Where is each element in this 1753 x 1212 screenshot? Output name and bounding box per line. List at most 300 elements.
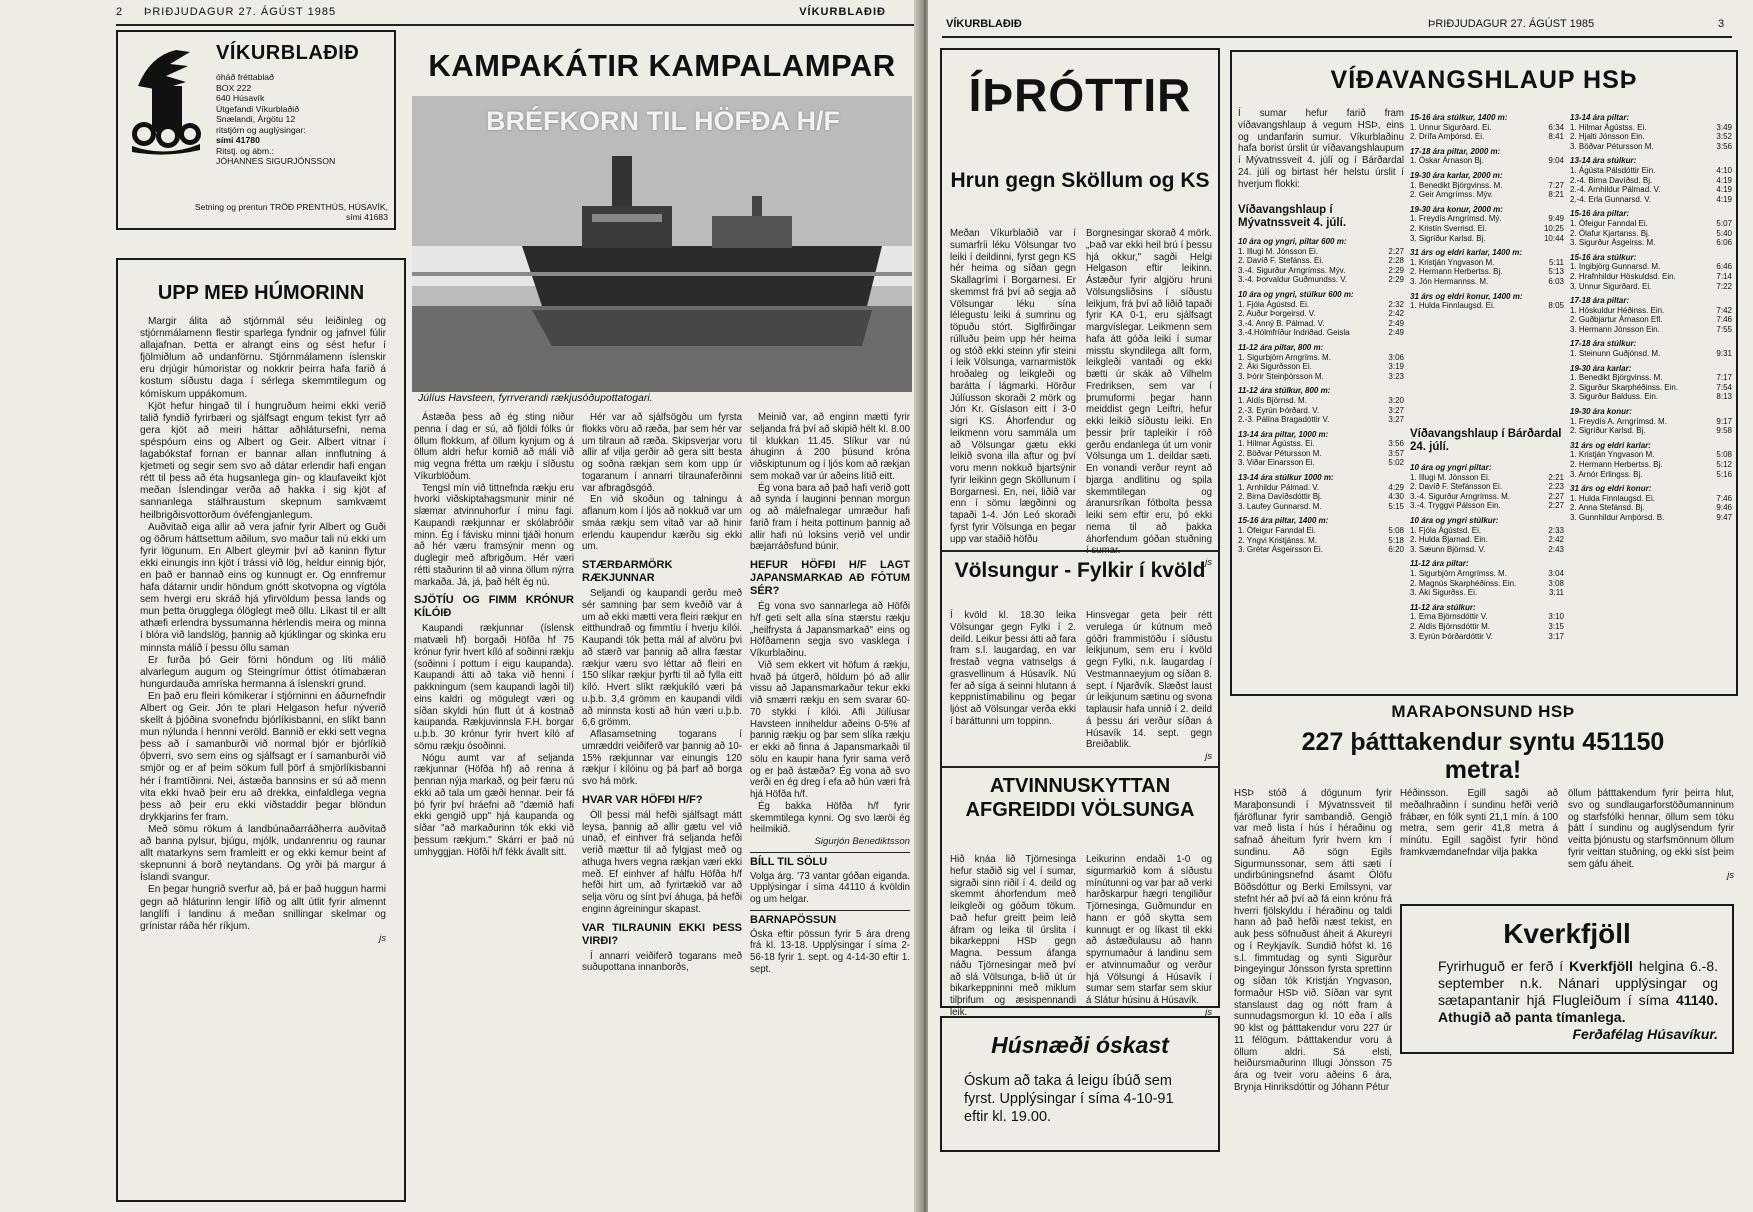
result-name: 1. Fjóla Ágústsd. Ei. bbox=[1238, 299, 1310, 309]
result-name: 3. Unnur Sigurðard. Ei. bbox=[1570, 281, 1652, 291]
volsungur-column-1: Í kvöld kl. 18.30 leika Völsungar gegn Fylki í 2. deild. Leikur þessi átti að fara fram s.l. laugardag, en var frestað vegna vatnselgs á grasvellinum á Húsavík. Nú fer að síga á seinni hlutann á keppnistímabilinu og þegar ljóst að Völsungar verða ekki í baráttunni um toppinn. bbox=[950, 610, 1077, 727]
masthead-line: 640 Húsavík bbox=[216, 93, 265, 103]
result-category: 15-16 ára piltar: bbox=[1570, 209, 1630, 219]
masthead-line: óháð fréttablað bbox=[216, 72, 274, 82]
masthead-info bbox=[216, 72, 392, 167]
header-rule bbox=[942, 36, 1732, 38]
result-name: 2. Hjalti Jónsson Ein. bbox=[1570, 132, 1645, 142]
results-column-bardardal bbox=[1410, 458, 1564, 692]
result-time: 3:15 bbox=[1548, 621, 1564, 631]
result-name: 1. Arnhildur Pálmad. V. bbox=[1238, 482, 1320, 492]
result-row bbox=[1410, 632, 1564, 642]
result-name: 2.-3. Pálína Bragadóttir V. bbox=[1238, 415, 1330, 425]
marathon-text: öllum þátttakendum fyrir þeirra hlut, svo og sundlaugarforstöðumanninum og starfsfólki hennar, öllum sem tóku þátt í sundinu og auglýsendum fyrir veitta þjónustu og starfsmönnum öllum fyrir veittan stuðning, og ekki síst þeim sem gáfu áheit. bbox=[1568, 788, 1734, 870]
result-name: 1. Höskuldur Héðinss. Ein. bbox=[1570, 305, 1665, 315]
result-time: 9:46 bbox=[1716, 503, 1732, 513]
kverkfjoll-text bbox=[1438, 958, 1718, 1026]
result-row bbox=[1238, 309, 1404, 319]
right-header-date: ÞRIÐJUDAGUR 27. ÁGÚST 1985 bbox=[1428, 18, 1595, 30]
kamp-subhead: HVAR VAR HÖFÐI H/F? bbox=[582, 793, 703, 806]
result-row bbox=[1238, 502, 1404, 512]
humor-paragraph: Auðvitað eiga allir að vera jafnir fyrir Albert og Guði og öðrum háttsettum aðilum, svo maður tali nú ekki um fyrir lögunum. En Albert gleymir því að kaninn flytur ekki einungis inn kjöt í trássi við lög, heldur einnig bjór, en það er bannað eins og kunnugt er. Og ennfremur hafa dátarnir undir höndum gnótt skotvopna og vígtóla sem hvergi eru skráð hjá yfirvöldum þessa lands og mun þetta örugglega ólöglegt með öllu. Líkast til er allt athæfi erlendra byssumanna hérlendis meira og minna í blóra við landslög, þannig að kjúklingar og skinka eru minnsta málið í þessu öllu saman bbox=[140, 521, 386, 654]
kverkfjoll-bold: Kverkfjöll bbox=[1569, 958, 1633, 974]
result-name: 1. Benedikt Björgvinss. M. bbox=[1410, 180, 1503, 190]
humor-paragraph: Er furða þó Geir förni höndum og líti málið alvarlegum augum og Steingrímur óttist ótímabæran hungurdauða amríska hermanna á íslenskri grund. bbox=[140, 654, 386, 690]
humor-paragraph: Með sömu rökum á landbúnaðarráðherra auðvitað að banna pylsur, bjúgu, mjólk, undanrennu og raunar allt matarkyns sem framleitt er og ekki kemur beint af skepnunni á borð neytandans. Og yrði þá margur á Íslandi svangur. bbox=[140, 823, 386, 884]
result-row bbox=[1238, 275, 1404, 285]
result-time: 7:46 bbox=[1716, 315, 1732, 325]
result-name: 2. Hrafnhildur Höskuldsd. Ein. bbox=[1570, 271, 1676, 281]
trawler-photo bbox=[412, 96, 912, 392]
result-row bbox=[1410, 569, 1564, 579]
result-time: 8:13 bbox=[1716, 392, 1732, 402]
result-name: 1. Steinunn Guðjónsd. M. bbox=[1570, 349, 1661, 359]
marathon-kicker: MARAÞONSUND HSÞ bbox=[1391, 702, 1575, 721]
result-time: 2:28 bbox=[1388, 256, 1404, 266]
masthead-box bbox=[116, 30, 396, 230]
result-row bbox=[1570, 383, 1732, 393]
result-time: 2:27 bbox=[1388, 246, 1404, 256]
marathon-column-2: Héðinsson. Egill sagði að meðalhraðinn í sundinu hefði verið frábær, en fólk synti 21,1 mín. á 100 metra, sem gerir 41,8 metra á mínútu. Egill sagðist fyrir hönd framkvæmdanefndar vilja þakka bbox=[1400, 788, 1558, 858]
masthead-line: ritstjórn og auglýsingar: bbox=[216, 124, 306, 135]
result-time: 4:19 bbox=[1716, 185, 1732, 195]
kverkfjoll-title: Kverkfjöll bbox=[1503, 918, 1631, 949]
result-category: 17-18 ára piltar: bbox=[1570, 296, 1630, 306]
kamp-paragraph: Meinið var, að enginn mætti fyrir seljanda frá því að skipið hélt kl. 8.00 til klukkan 11.45. Slíkur var nú áhuginn á 200 þúsund króna viðskiptunum og í ljós kom að rækjan sem mokað var úr aðeins lítið eitt. bbox=[750, 412, 910, 482]
result-row bbox=[1570, 513, 1732, 523]
result-time: 9:17 bbox=[1716, 416, 1732, 426]
result-category: 13-14 ára stúlkur: bbox=[1570, 156, 1637, 166]
result-row bbox=[1570, 282, 1732, 292]
left-header-date: ÞRIÐJUDAGUR 27. ÁGÚST 1985 bbox=[144, 6, 337, 18]
result-category: 11-12 ára stúlkur, 800 m: bbox=[1238, 386, 1331, 396]
result-name: 1. Óskar Árnason Bj. bbox=[1410, 156, 1484, 166]
result-name: 2. Aldís Björnsdóttir M. bbox=[1410, 621, 1491, 631]
result-time: 7:42 bbox=[1716, 305, 1732, 315]
result-time: 2:49 bbox=[1388, 328, 1404, 338]
kamp-paragraph: Ég vona svo sannarlega að Höfði h/f geti selt alla sína stærstu rækju „heilfrysta á Japansmarkað" eins og Höfðamenn segja svo vasklega í Víkurblaðinu. bbox=[750, 601, 910, 659]
result-row bbox=[1570, 229, 1732, 239]
kverkfjoll-text-part: helgina 6.-8. september n.k. Nánari upplýsingar og sætapantanir hjá Flugleiðum í síma bbox=[1438, 958, 1718, 1008]
result-name: 2. Guðbjartur Árnason Efl. bbox=[1570, 315, 1663, 325]
result-time: 9:04 bbox=[1548, 156, 1564, 166]
result-time: 4:19 bbox=[1716, 194, 1732, 204]
kamp-paragraph: Í annarri veiðiferð togarans með suðupottana innanborðs, bbox=[582, 950, 742, 974]
result-row bbox=[1570, 195, 1732, 205]
result-name: 3.-4.Hólmfríður Indriðad. Geisla bbox=[1238, 328, 1350, 338]
result-time: 5:40 bbox=[1716, 228, 1732, 238]
result-name: 1. Freydís A. Arngrímsd. M. bbox=[1570, 416, 1667, 426]
result-time: 2:29 bbox=[1388, 265, 1404, 275]
result-time: 10:25 bbox=[1543, 223, 1564, 233]
kamp-paragraph: Hér var að sjálfsögðu um fyrsta flokks vöru að ræða, þar sem hér var um tilraun að ræða. Skipsverjar voru allir af vilja gerðir að gera sitt besta og soðna rækjan sem kom upp úr togaranum í annarri tilraunaferðinni var afbragðsgóð. bbox=[582, 412, 742, 494]
result-row bbox=[1410, 277, 1564, 287]
result-time: 8:21 bbox=[1548, 190, 1564, 200]
hrun-signature: js bbox=[1205, 557, 1212, 568]
result-name: 3.-4. Sigurður Arngrímss. M. bbox=[1410, 491, 1511, 501]
result-name: 3. Áki Sigurðss. Ei. bbox=[1410, 588, 1478, 598]
result-name: 1. Hilmar Ágústss. Ei. bbox=[1238, 439, 1315, 449]
result-time: 5:08 bbox=[1716, 450, 1732, 460]
result-time: 4:29 bbox=[1388, 482, 1404, 492]
result-time: 2:42 bbox=[1548, 535, 1564, 545]
result-category: 10 ára og yngri piltar: bbox=[1410, 463, 1492, 472]
result-name: 3. Viðar Einarsson Ei. bbox=[1238, 458, 1315, 468]
result-row bbox=[1410, 473, 1564, 483]
right-header-name: VÍKURBLAÐIÐ bbox=[946, 18, 1022, 30]
volsungur-title: Völsungur - Fylkir í kvöld bbox=[954, 559, 1206, 582]
result-category: 31 árs og eldri konur: bbox=[1570, 484, 1652, 494]
result-time: 5:07 bbox=[1716, 218, 1732, 228]
kamp-paragraph: Ástæða þess að ég sting niður penna í dag er sú, að fjöldi fólks úr öllum flokkum, af öllum kynjum og á öllum aldri hefur komið að máli við mig vegna frétta um rækju í síðustu Víkurblöðum. bbox=[414, 412, 574, 482]
kamp-column-2 bbox=[582, 412, 742, 1202]
result-time: 9:49 bbox=[1548, 214, 1564, 224]
result-row bbox=[1410, 132, 1564, 142]
masthead-line: Ritstj. og ábm.: bbox=[216, 145, 274, 156]
kverkfjoll-ad bbox=[1400, 904, 1734, 1054]
atvinnu-column-2 bbox=[1086, 854, 1212, 1018]
kamp-title: KAMPAKÁTIR KAMPALAMPAR bbox=[428, 48, 896, 83]
result-time: 5:12 bbox=[1716, 460, 1732, 469]
humor-title: UPP MEÐ HÚMORINN bbox=[157, 282, 365, 304]
kamp-subtitle: BRÉFKORN TIL HÖFÐA H/F bbox=[486, 106, 840, 136]
result-time: 9:47 bbox=[1716, 512, 1732, 522]
result-name: 1. Kristján Yngvason M. bbox=[1410, 257, 1495, 267]
result-time: 7:14 bbox=[1716, 271, 1732, 281]
result-category: 19-30 ára konur, 2000 m: bbox=[1410, 204, 1503, 214]
humor-body bbox=[140, 316, 386, 1196]
masthead-line: Útgefandi Víkurblaðið bbox=[216, 103, 300, 114]
result-time: 6:46 bbox=[1716, 262, 1732, 272]
result-time: 3:06 bbox=[1388, 352, 1404, 362]
result-name: 2.-4. Birna Davíðsd. Bj. bbox=[1570, 175, 1653, 185]
result-row bbox=[1238, 300, 1404, 310]
classified-babysit-text: Óska eftir pössun fyrir 5 ára dreng frá kl. 13-18. Upplýsingar í síma 2-56-18 fyrir 1. sept. og 4-14-30 eftir 1. sept. bbox=[750, 928, 910, 975]
result-name: 2. Sigurður Skarphéðinss. Ein. bbox=[1570, 382, 1679, 392]
result-row bbox=[1238, 492, 1404, 502]
result-category: 11-12 ára piltar, 800 m: bbox=[1238, 342, 1324, 352]
result-category: 10 ára og yngri, piltar 600 m: bbox=[1238, 237, 1347, 246]
humor-paragraph: Margir álita að stjórnmál séu leiðinleg og stjórnmálamenn flestir sparlega fyndnir og jafnvel fúlir allajafnan. Þetta er alrangt eins og sést hefur í fjölmiðlum að undanförnu. Stjórnmálamenn íslenskir eru drjúgir húmoristar og nokkrir þeirra hafa farið á kostum síðustu daga í sérlega skemmtilegum og kómískum uppákomum. bbox=[140, 316, 386, 400]
result-name: 1. Aldís Björnsd. M. bbox=[1238, 395, 1307, 405]
result-time: 2:23 bbox=[1548, 482, 1564, 492]
result-name: 1. Kristján Yngvason M. bbox=[1570, 450, 1655, 460]
kverkfjoll-signature: Ferðafélag Húsavíkur. bbox=[1572, 1026, 1718, 1042]
result-row bbox=[1238, 545, 1404, 555]
kamp-subhead: VAR TILRAUNIN EKKI ÞESS VIRÐI? bbox=[582, 921, 742, 947]
result-name: 2. Sigríður Karlsd. Bj. bbox=[1570, 426, 1646, 436]
result-category: 31 árs og eldri konur, 1400 m: bbox=[1410, 291, 1523, 301]
humor-box bbox=[116, 258, 406, 1202]
volsungur-text: Hinsvegar geta þeir rétt verulega úr kútnum með góðri frammistöðu í síðustu leikjunum, sem eru í kvöld gegn Fylki, n.k. laugardag í Vestmannaeyjum og síðan 8. sept. í Njarðvík. Slæðst laust úr leikjunum sætinu og svona taplausir hafa unnið í 2. deild á þessu ári verður síðan á Húsavík 14. sept. gegn Breiðablik. bbox=[1086, 610, 1213, 751]
result-name: 2. Birna Davíðsdóttir Bj. bbox=[1238, 492, 1323, 502]
result-name: 2.-4. Arnhildur Pálmad. V. bbox=[1570, 185, 1661, 195]
result-row bbox=[1570, 417, 1732, 427]
result-row bbox=[1410, 535, 1564, 545]
result-name: 1. Ófeigur Fanndal Ei. bbox=[1238, 526, 1316, 536]
result-name: 3. Arnór Erlingss. Bj. bbox=[1570, 469, 1643, 479]
result-row bbox=[1410, 579, 1564, 589]
kamp-subhead: SJÖTÍU OG FIMM KRÓNUR KÍLÓIÐ bbox=[414, 594, 574, 620]
result-category: 13-14 ára piltar, 1000 m: bbox=[1238, 429, 1329, 439]
result-row bbox=[1238, 406, 1404, 416]
classified-car-heading: BÍLL TIL SÖLU bbox=[750, 855, 828, 868]
result-name: 2. Magnús Skarphéðinss. Ein. bbox=[1410, 578, 1517, 588]
result-name: 2. Yngvi Kristjánss. M. bbox=[1238, 535, 1317, 545]
result-row bbox=[1410, 492, 1564, 502]
result-row bbox=[1570, 494, 1732, 504]
result-row bbox=[1570, 185, 1732, 195]
result-time: 8:41 bbox=[1548, 132, 1564, 142]
result-time: 2:42 bbox=[1388, 309, 1404, 319]
right-header bbox=[928, 18, 1743, 36]
result-name: 2. Anna Stefánsd. Bj. bbox=[1570, 503, 1645, 513]
volsungur-column-2 bbox=[1086, 610, 1212, 770]
result-name: 3. Laufey Gunnarsd. M. bbox=[1238, 501, 1322, 511]
result-time: 7:17 bbox=[1716, 373, 1732, 383]
result-row bbox=[1410, 545, 1564, 555]
result-time: 6:20 bbox=[1388, 545, 1404, 555]
result-category: 17-18 ára stúlkur: bbox=[1570, 339, 1637, 349]
result-row bbox=[1410, 181, 1564, 191]
housing-ad bbox=[940, 1016, 1220, 1152]
result-category: 31 árs og eldri karlar: bbox=[1570, 440, 1651, 450]
result-row bbox=[1570, 426, 1732, 436]
header-rule bbox=[116, 24, 922, 26]
masthead-phone: sími 41780 bbox=[216, 135, 260, 145]
result-name: 3.-4. Sigurður Arngrímss. Mýv. bbox=[1238, 265, 1346, 275]
result-name: 1. Freydís Arngrímsd. Mý. bbox=[1410, 214, 1502, 224]
vidavangs-box bbox=[1230, 50, 1738, 696]
result-row bbox=[1570, 166, 1732, 176]
result-name: 2. Kristín Sverrisd. Ei. bbox=[1410, 223, 1487, 233]
kamp-paragraph: Kaupandi rækjunnar (íslensk matvæli hf) borgaði Höfða hf 75 krónur fyrir hvert kíló af soðinni rækju (soðinni í pottum í eigu kaupanda). Kaupandi átti að taka við henni í pakkningum (sem kaupandi lagði til) eins kaldri og mögulegt væri og síðan skyldi hún flutt út á kostnað kaupanda. Rækjuvinnsla F.H. borgar u.þ.b. 30 krónur fyrir hvert kíló af sömu rækju ósoðinni. bbox=[414, 623, 574, 752]
result-row bbox=[1238, 483, 1404, 493]
result-category: 11-12 ára piltar: bbox=[1410, 559, 1469, 569]
kamp-paragraph: Við sem ekkert vit höfum á rækju, hvað þá útgerð, höldum þó að allir vissu að Japansmarkaður tekur ekki við smærri rækju en sem svarar 60-70 stykki í kílói. Afli Júlíusar Havsteen inniheldur aðeins 0-5% af þannig rækju og þar sem slíka rækju er ekki að finna á Japansmarkaði til sölu en kaupir hana fyrir sama verð og er það ástæða? Ég vona að svo verði en ég dreg í efa að hún væri frá hjá Höfða h/f. bbox=[750, 659, 910, 800]
result-time: 2:49 bbox=[1388, 318, 1404, 328]
printer-phone: sími 41683 bbox=[345, 212, 388, 222]
result-time: 10:44 bbox=[1543, 233, 1564, 243]
result-category: 10 ára og yngri stúlkur: bbox=[1410, 515, 1499, 525]
result-name: 2. Hulda Bjarnad. Ein. bbox=[1410, 535, 1488, 545]
result-name: 3. Böðvar Pétursson M. bbox=[1570, 141, 1654, 151]
result-row bbox=[1238, 256, 1404, 266]
result-time: 2:43 bbox=[1548, 544, 1564, 554]
result-name: 2. Hermann Herbertss. Bj. bbox=[1570, 460, 1663, 469]
result-row bbox=[1410, 301, 1564, 311]
result-row bbox=[1238, 536, 1404, 546]
result-row bbox=[1410, 234, 1564, 244]
result-name: 1. Ingibjörg Gunnarsd. M. bbox=[1570, 262, 1661, 272]
result-name: 2. Áki Sigurðsson Ei. bbox=[1238, 362, 1312, 372]
masthead-editor: JÓHANNES SIGURJÓNSSON bbox=[216, 156, 336, 166]
result-time: 3:04 bbox=[1548, 568, 1564, 578]
result-row bbox=[1570, 373, 1732, 383]
result-row bbox=[1410, 156, 1564, 166]
kverkfjoll-bold: 41140. Athugið að panta tímanlega. bbox=[1438, 992, 1718, 1025]
result-row bbox=[1570, 132, 1732, 142]
result-row bbox=[1410, 482, 1564, 492]
hrun-text: Borgnesingar skorað 4 mörk. „Það var ekki heil brú í þessu hjá okkur," sagði Helgi Helgason eftir leikinn. Ástæður fyrir algjöru hruni Völsungsliðsins í síðustu leikjum, frá því að liðið tapaði fyrir KA 0-1, eru sjálfsagt margvíslegar. Leikmenn sem hafa átt góða leiki í sumar misstu skyndilega allt form, leikgleði vantaði og ekki bætti úr skák að Vilhelm Fredriksen, sem var í þrumuformi þegar hann meiddist gegn Leiftri, hefur ekki leikið síðustu leiki. En þessir þrír tapleikir í röð gerðu endanlega út um vonir Völsunga um 1. deildar sæti. En vonandi verður reynt að bjarga andlitinu og spila skemmtilegan og áranursríkan fótbolta þessa leiki sem eftir eru, þó ekki nema til að þakka áhorfendum góðan stuðning bbox=[1086, 228, 1212, 545]
result-time: 2:33 bbox=[1548, 525, 1564, 535]
result-name: 3. Sigurður Balduss. Ein. bbox=[1570, 392, 1659, 402]
result-row bbox=[1410, 588, 1564, 598]
result-time: 6:06 bbox=[1716, 238, 1732, 248]
kamp-paragraph: Ég vona bara að það hafi verið gott að synda í lauginni þennan morgun og að málefnalegar umræður hafi farið fram í heita pottinum þannig að allir hafi nú loksins verið vel undir bæjarráðsfund búnir. bbox=[750, 482, 910, 553]
result-time: 6:03 bbox=[1548, 276, 1564, 286]
right-page bbox=[928, 0, 1753, 1212]
result-time: 3:56 bbox=[1388, 439, 1404, 449]
result-category: 19-30 ára karlar: bbox=[1570, 363, 1632, 373]
result-time: 7:54 bbox=[1716, 382, 1732, 392]
result-time: 3:52 bbox=[1716, 132, 1732, 142]
result-row bbox=[1238, 328, 1404, 338]
right-page-number: 3 bbox=[1718, 18, 1725, 30]
result-name: 1. Ófeigur Fanndal Ei. bbox=[1570, 218, 1648, 228]
result-name: 1. Hilmar Ágústss. Ei. bbox=[1570, 122, 1647, 132]
result-name: 2.-4. Erla Gunnarsd. V. bbox=[1570, 194, 1652, 204]
result-name: 3. Eyrún Þórðardóttir V. bbox=[1410, 631, 1493, 641]
result-row bbox=[1570, 123, 1732, 133]
kamp-signature: Sigurjón Benediktsson bbox=[814, 836, 910, 847]
result-row bbox=[1238, 526, 1404, 536]
result-time: 7:27 bbox=[1548, 180, 1564, 190]
kamp-subhead: HEFUR HÖFÐI H/F LAGT JAPANSMARKAÐ AÐ FÓTUM SÉR? bbox=[750, 559, 910, 597]
kamp-subhead: STÆRÐARMÖRK RÆKJUNNAR bbox=[582, 559, 673, 584]
result-time: 2:21 bbox=[1548, 472, 1564, 482]
kamp-paragraph: En við skoðun og talningu á aflanum kom í ljós að nokkuð var um smáa rækju sem vitað var að hinir erlendu kaupendur kærðu sig ekki um. bbox=[582, 494, 742, 553]
result-name: 3. Grétar Ásgeirsson Ei. bbox=[1238, 545, 1323, 555]
result-time: 3:19 bbox=[1388, 362, 1404, 372]
result-name: 1. Sigurbjörn Arngrímss. M. bbox=[1410, 568, 1507, 578]
myvatn-section-title: Víðavangshlaup í Mývatnssveit 4. júlí. bbox=[1238, 204, 1347, 229]
result-time: 3:56 bbox=[1716, 141, 1732, 151]
result-row bbox=[1238, 353, 1404, 363]
result-name: 3. Hermann Jónsson Ein. bbox=[1570, 324, 1660, 334]
classified-car-text: Volga árg. '73 vantar góðan eiganda. Upplýsingar í síma 44110 á kvöldin og um helgar. bbox=[750, 870, 910, 905]
result-row bbox=[1570, 349, 1732, 359]
kamp-paragraph: Tengsl mín við tittnefnda rækju eru hvorki viðskiptahagsmunir minir né slæmar atvinnuhorfur í minu fagi. Kaupandi rækjunnar er skólabróðir minn. Ég í fávisku minni tjáði honum að hér væru framsýnir menn og duglegir með afbrigðum. Hér væri rétti staðurinn til að vinna öllum nýrra markaða. Já, já, það hélt ég nú. bbox=[414, 482, 574, 588]
result-time: 5:02 bbox=[1388, 458, 1404, 468]
result-category: 15-16 ára stúlkur: bbox=[1570, 252, 1637, 262]
result-name: 2. Auður Þorgeirsd. V. bbox=[1238, 309, 1316, 319]
result-row bbox=[1410, 190, 1564, 200]
kverkfjoll-text-part: Fyrirhuguð er ferð í bbox=[1438, 958, 1570, 974]
result-name: 2. Hermann Herbertss. Bj. bbox=[1410, 267, 1503, 277]
result-name: 2. Davíð F. Stefánsson Ei. bbox=[1410, 482, 1503, 492]
humor-paragraph: En þegar hungrið sverfur að, þá er það huggun harmi gegn að hláturinn lengir lífið og allt útlit fyrir almennt langlífi í landinu á meðan snillingar skelmar og grínistar ráða hér ríkjum. bbox=[140, 884, 386, 932]
result-time: 4:30 bbox=[1388, 492, 1404, 502]
result-name: 1. Ágústa Pálsdóttir Ein. bbox=[1570, 165, 1656, 175]
atvinnu-text: Leikurinn endaði 1-0 og sigurmarkið kom á síðustu mínútunni og var þar að verki harðskarpur hægri tengiliður Tjörnesinga, Guðmundur en hann er góð skytta sem kunnugt er og líkast til ekki að ástæðulausu að hann spyrnumaður á landinu sem er atvinnumaður og verður hjá Völsungi á Húsavík í sumar sem starfar sem skiur á Slátur húsinu á Húsavík. bbox=[1086, 854, 1212, 1006]
masthead-printer bbox=[118, 202, 392, 222]
result-time: 3:27 bbox=[1388, 405, 1404, 415]
result-time: 3:20 bbox=[1388, 395, 1404, 405]
atvinnu-column-1: Hið knáa lið Tjörnesinga hefur staðið sig vel í sumar, sigraði sinn riðil í 4. deild og skemmt áhorfendum með leikgleði og góðum tökum. Það hefur greitt þeim leið áfram og leika til úrslita í bikarkeppni HSÞ gegn Magna. Þessum áfanga náðu Tjörnesingar með því að slá Völsunga, b-lið út úr bikarkeppninni með miklum tilþrifum og æsispennandi leik. bbox=[950, 854, 1076, 1018]
result-name: 2. Drífa Arnþórsd. Ei. bbox=[1410, 132, 1485, 142]
viking-ship-logo bbox=[130, 46, 202, 158]
vidavangs-intro: Í sumar hefur farið fram víðavangshlaup á vegum HSÞ, eins og undanfarin sumur. Víkurblaðinu hafa borist úrslit úr víðavangshlaupum í Mývatnssveit 4. júlí og í Bárðardal 24. júlí og birtast hér helstu úrslit í hverjum flokki: bbox=[1238, 108, 1404, 190]
left-header-name: VÍKURBLAÐIÐ bbox=[799, 6, 886, 18]
results-column-2 bbox=[1410, 108, 1564, 468]
ithrottir-heading: ÍÞRÓTTIR bbox=[968, 69, 1192, 121]
result-category: 15-16 ára piltar, 1400 m: bbox=[1238, 516, 1329, 526]
result-name: 1. Illugi M. Jónsson Ei. bbox=[1410, 472, 1491, 482]
result-row bbox=[1238, 266, 1404, 276]
result-time: 7:46 bbox=[1716, 493, 1732, 503]
result-row bbox=[1410, 501, 1564, 511]
result-row bbox=[1238, 396, 1404, 406]
result-time: 6:34 bbox=[1548, 122, 1564, 132]
result-category: 10 ára og yngri, stúlkur 600 m: bbox=[1238, 289, 1354, 299]
result-row bbox=[1570, 238, 1732, 248]
result-time: 3:57 bbox=[1388, 448, 1404, 458]
result-row bbox=[1570, 470, 1732, 480]
vidavangs-title: VÍÐAVANGSHLAUP HSÞ bbox=[1330, 66, 1638, 94]
result-name: 3.-4. Þorvaldur Guðmundss. V. bbox=[1238, 275, 1348, 285]
result-name: 3.-4. Tryggvi Pálsson Ein. bbox=[1410, 501, 1501, 511]
result-row bbox=[1410, 612, 1564, 622]
marathon-column-1: HSÞ stóð á dögunum fyrir Maraþonsundi í Mývatnssveit til fjáröflunar fyrir sambandið. Gengið var með lista í hús í héraðinu og safnað áheitum fyrir hvern km í sundinu. Að sögn Egils Sigurmunssonar, sem átti sæti í undirbúningsnefnd ásamt Ólöfu Böðsdóttur og Berki Emilssyni, var stefnt hér að því að fá einn krónu frá hverri fjölskyldu í héraðinu og taldi hann að það hefði næst tekist, en auk þess söfnuðust áheit á Akureyri og í Reykjavík. Sundið hófst kl. 16 s.l. fimmtudag og synti Sigurður Þingeyingur Jónsson fyrsta sprettinn og síðan tók Kristján Yngvason, formaður HSÞ við. Síðan var synt stanslaust dag og nótt fram á sunnudagsmorgun kl. 10 eða í alls 90 klst og þátttakendur voru 227 úr 11 félögum. Þátttakendur voru á öllum aldri. Sá elsti, heiðursmaðurinn Illugi Jónsson 75 ára og tveir voru aðeins 6 ára, Brynja Hinriksdóttir og Jóhann Pétur bbox=[1234, 788, 1392, 1093]
photo-caption: Júlíus Havsteen, fyrrverandi rækjusóðupottatogari. bbox=[418, 392, 653, 404]
humor-paragraph: En það eru fleiri kómikerar í stjórninni en áðurnefndir Albert og Geir. Jón te plari Helgason hefur nýverið skellt á þjóðina svonefndu bjórlíkisbanni, en slíkt bann mun nýlunda í hennni veröld. Bannið er ekki sett vegna þess að í samanburði við normal bjór er bjórlíkið óþverri, svo sem eins og sjálfsagt er í samanburði við smjör og er af þeim sökum full þörf á smjörlíkisbanni hér í framtíðinni. Nei, ástæða bannsins er sú að menn vita ekki hvað þeir eru að drekka, einfaldlega vegna þess að þeir eru ekki viðstaddir þegar blöndun drykkjarins fer fram. bbox=[140, 690, 386, 823]
result-time: 3:49 bbox=[1716, 122, 1732, 132]
result-name: 1. Illugi M. Jónsson Ei. bbox=[1238, 246, 1319, 256]
result-time: 3:08 bbox=[1548, 578, 1564, 588]
atvinnu-title: ATVINNUSKYTTAN AFGREIDDI VÖLSUNGA bbox=[965, 775, 1195, 821]
result-row bbox=[1410, 123, 1564, 133]
result-row bbox=[1570, 262, 1732, 272]
marathon-article bbox=[1228, 700, 1742, 1200]
result-name: 3. Sæunn Björnsd. V. bbox=[1410, 544, 1486, 554]
result-row bbox=[1570, 272, 1732, 282]
result-row bbox=[1570, 392, 1732, 402]
marathon-column-3 bbox=[1568, 788, 1734, 898]
masthead-line: Snælandi, Árgötu 12 bbox=[216, 114, 296, 124]
result-name: 1. Hulda Finnlaugsd. Ei. bbox=[1570, 493, 1655, 503]
atvinnu-signature: js bbox=[1205, 1006, 1212, 1018]
kamp-column-1 bbox=[414, 412, 574, 1202]
kamp-column-3 bbox=[750, 412, 910, 1202]
result-row bbox=[1410, 526, 1564, 536]
result-row bbox=[1410, 224, 1564, 234]
masthead-title: VÍKURBLAÐIÐ bbox=[216, 42, 360, 64]
result-row bbox=[1238, 439, 1404, 449]
result-row bbox=[1570, 325, 1732, 335]
result-time: 7:55 bbox=[1716, 324, 1732, 334]
result-time: 5:16 bbox=[1716, 469, 1732, 479]
result-row bbox=[1570, 142, 1732, 152]
humor-paragraph: Kjöt hefur hingað til í hungruðum heimi ekki verið talið fyndið fyrirbæri og sjálfsagt engum tekist fyrr að gera kjöt að meiri háttar aðhlátursefni, nema spéspóum eins og Albert og Geir. Albert vitnar í lagabókstaf fornan er bannar allan innflutning á kjetmeti og segir sem svo að dátar erlendir hafi engan rétt til þess að éta hugsanlega gin- og klaufaveikt kjöt meðan Íslendingar verða að hakka í sig kjöt af sannanlega stálhraustum skepnum samkvæmt heilbrigðisvottorðum óvéfengjanlegum. bbox=[140, 400, 386, 521]
housing-title: Húsnæði óskast bbox=[991, 1032, 1169, 1058]
volsungur-signature: js bbox=[1205, 751, 1212, 762]
result-row bbox=[1238, 319, 1404, 329]
result-name: 1. Hulda Finnlaugsd. Ei. bbox=[1410, 301, 1495, 311]
ithrottir-box bbox=[940, 48, 1220, 1018]
marathon-signature: js bbox=[1727, 870, 1734, 882]
result-row bbox=[1570, 315, 1732, 325]
result-name: 1. Sigurbjörn Arngríms. M. bbox=[1238, 352, 1331, 362]
result-time: 3:17 bbox=[1548, 631, 1564, 641]
result-time: 5:11 bbox=[1549, 257, 1564, 267]
result-time: 5:13 bbox=[1548, 267, 1564, 277]
result-time: 4:19 bbox=[1716, 175, 1732, 185]
result-category: 13-14 ára piltar: bbox=[1570, 113, 1630, 122]
result-row bbox=[1238, 362, 1404, 372]
result-name: 3. Gunnhildur Arnþórsd. B. bbox=[1570, 512, 1665, 522]
result-category: 11-12 ára stúlkur: bbox=[1410, 602, 1476, 612]
